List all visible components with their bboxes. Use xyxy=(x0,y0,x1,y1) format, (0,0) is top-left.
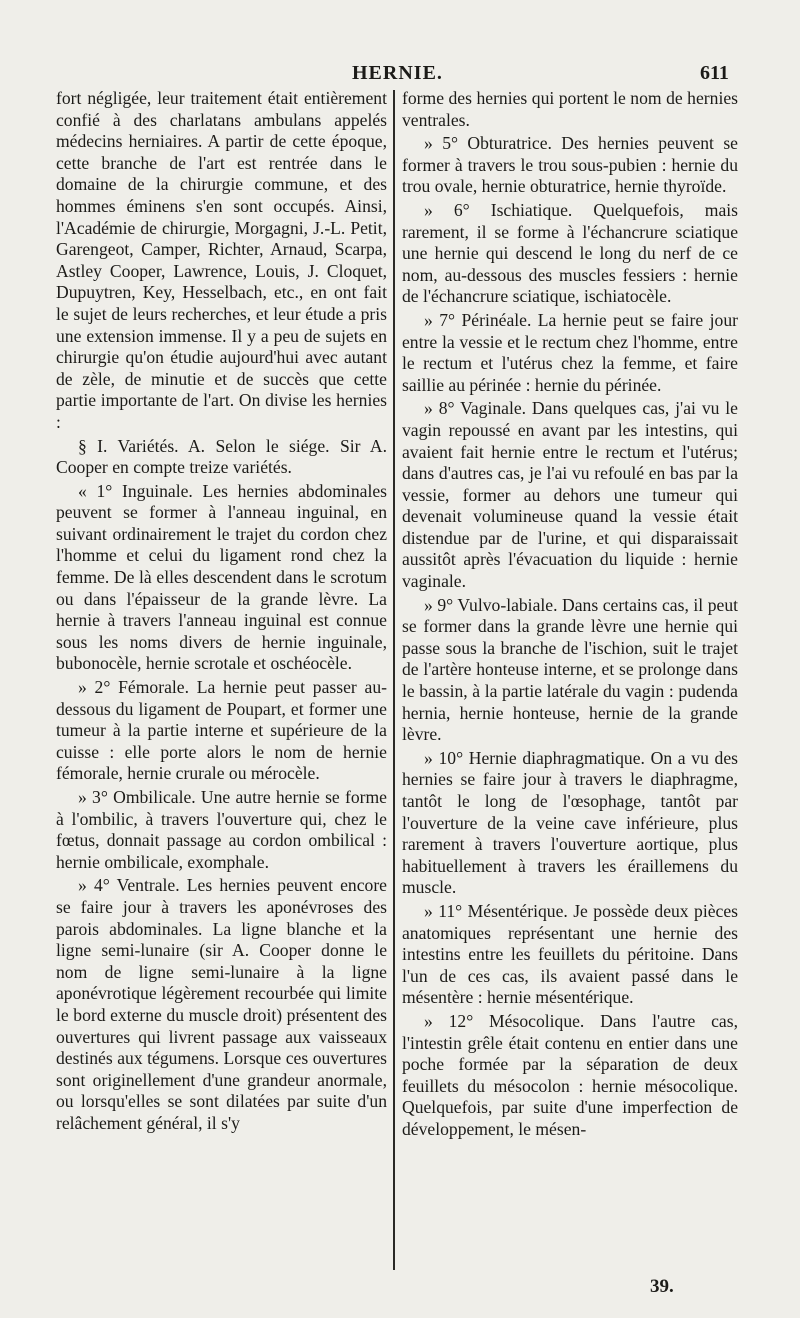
paragraph: » 12° Mésocolique. Dans l'autre cas, l'intestin grêle était contenu en entier dans une poche formée par la séparation de deux feuillets du mésocolon : hernie mésocolique. Quelquefois, par suite d'une imperfection de développement, le mésen- xyxy=(402,1010,738,1139)
page-number: 611 xyxy=(700,62,729,84)
paragraph: » 4° Ventrale. Les hernies peuvent encore se faire jour à travers les aponévroses des parois abdominales. La ligne blanche et la ligne semi-lunaire (sir A. Cooper donne le nom de ligne semi-lunaire à la ligne aponévrotique légèrement recourbée qui limite le bord externe du muscle droit) présentent des ouvertures qui livrent passage aux vaisseaux destinés aux tégumens. Lorsque ces ouvertures sont originellement d'une grandeur anormale, ou lorsqu'elles se sont dilatées par suite d'un relâchement général, il s'y xyxy=(56,875,387,1133)
right-column xyxy=(402,88,738,1143)
printer-signature-mark: 39. xyxy=(650,1276,674,1297)
paragraph: » 6° Ischiatique. Quelquefois, mais rarement, il se forme à l'échancrure sciatique une hernie qui descend le long du nerf de ce nom, au-dessous des muscles fessiers : hernie de l'échancrure sciatique, ischiatocèle. xyxy=(402,199,738,307)
paragraph: » 10° Hernie diaphragmatique. On a vu des hernies se faire jour à travers le diaphragme, tantôt le long de l'œsophage, tantôt par l'ouverture de la veine cave inférieure, plus rarement à travers l'ouverture aortique, plus habituellement à travers les éraillemens du muscle. xyxy=(402,747,738,898)
paragraph: » 11° Mésentérique. Je possède deux pièces anatomiques représentant une hernie des intestins entre les feuillets du péritoine. Dans l'un de ces cas, ils avaient passé dans le mésentère : hernie mésentérique. xyxy=(402,900,738,1008)
paragraph: fort négligée, leur traitement était entièrement confié à des charlatans ambulans appelés médecins herniaires. A partir de cette époque, cette branche de l'art est rentrée dans le domaine de la chirurgie commune, et des hommes éminens s'en sont occupés. Ainsi, l'Académie de chirurgie, Morgagni, J.-L. Petit, Garengeot, Camper, Richter, Arnaud, Scarpa, Astley Cooper, Lawrence, Louis, J. Cloquet, Dupuytren, Key, Hesselbach, etc., en ont fait le sujet de leurs recherches, et leur étude a pris une extension immense. Il y a peu de sujets en chirurgie qu'on étudie aujourd'hui avec autant de zèle, de minutie et de succès que cette partie importante de l'art. On divise les hernies : xyxy=(56,88,387,432)
section-heading-paragraph: § I. Variétés. A. Selon le siége. Sir A. Cooper en compte treize variétés. xyxy=(56,435,387,478)
running-title: HERNIE. xyxy=(352,62,443,84)
paragraph: » 9° Vulvo-labiale. Dans certains cas, il peut se former dans la grande lèvre une hernie qui passe sous la branche de l'ischion, suit le trajet de l'artère honteuse interne, et se prolonge dans le bassin, à la partie latérale du vagin : pudenda hernia, hernie honteuse, hernie de la grande lèvre. xyxy=(402,594,738,745)
paragraph: » 2° Fémorale. La hernie peut passer au-dessous du ligament de Poupart, et former une tumeur à la partie interne et supérieure de la cuisse : elle porte alors le nom de hernie fémorale, hernie crurale ou mérocèle. xyxy=(56,677,387,784)
left-column xyxy=(56,88,387,1137)
paragraph: » 7° Périnéale. La hernie peut se faire jour entre la vessie et le rectum chez l'homme, entre le rectum et l'utérus chez la femme, et faire saillie au périnée : hernie du périnée. xyxy=(402,309,738,395)
column-divider xyxy=(393,90,395,1270)
paragraph: » 3° Ombilicale. Une autre hernie se forme à l'ombilic, à travers l'ouverture qui, chez le fœtus, donnait passage au cordon ombilical : hernie ombilicale, exomphale. xyxy=(56,787,387,872)
paragraph: » 8° Vaginale. Dans quelques cas, j'ai vu le vagin repoussé en avant par les intestins, qui avaient fait hernie entre le rectum et l'utérus; dans d'autres cas, je l'ai vu refoulé en bas par la vessie, former au dehors une tumeur qui devenait volumineuse quand la vessie était distendue par de l'urine, et qui disparaissait aussitôt après l'évacuation du liquide : hernie vaginale. xyxy=(402,398,738,592)
paragraph: « 1° Inguinale. Les hernies abdominales peuvent se former à l'anneau inguinal, en suivant ordinairement le trajet du cordon chez l'homme et celui du ligament rond chez la femme. De là elles descendent dans le scrotum ou dans l'épaisseur de la grande lèvre. La hernie à travers l'anneau inguinal est connue sous les noms divers de hernie inguinale, bubonocèle, hernie scrotale et oschéocèle. xyxy=(56,480,387,674)
running-head xyxy=(0,62,800,88)
paragraph: forme des hernies qui portent le nom de hernies ventrales. xyxy=(402,88,738,130)
paragraph: » 5° Obturatrice. Des hernies peuvent se former à travers le trou sous-pubien : hernie du trou ovale, hernie obturatrice, hernie thyroïde. xyxy=(402,133,738,197)
